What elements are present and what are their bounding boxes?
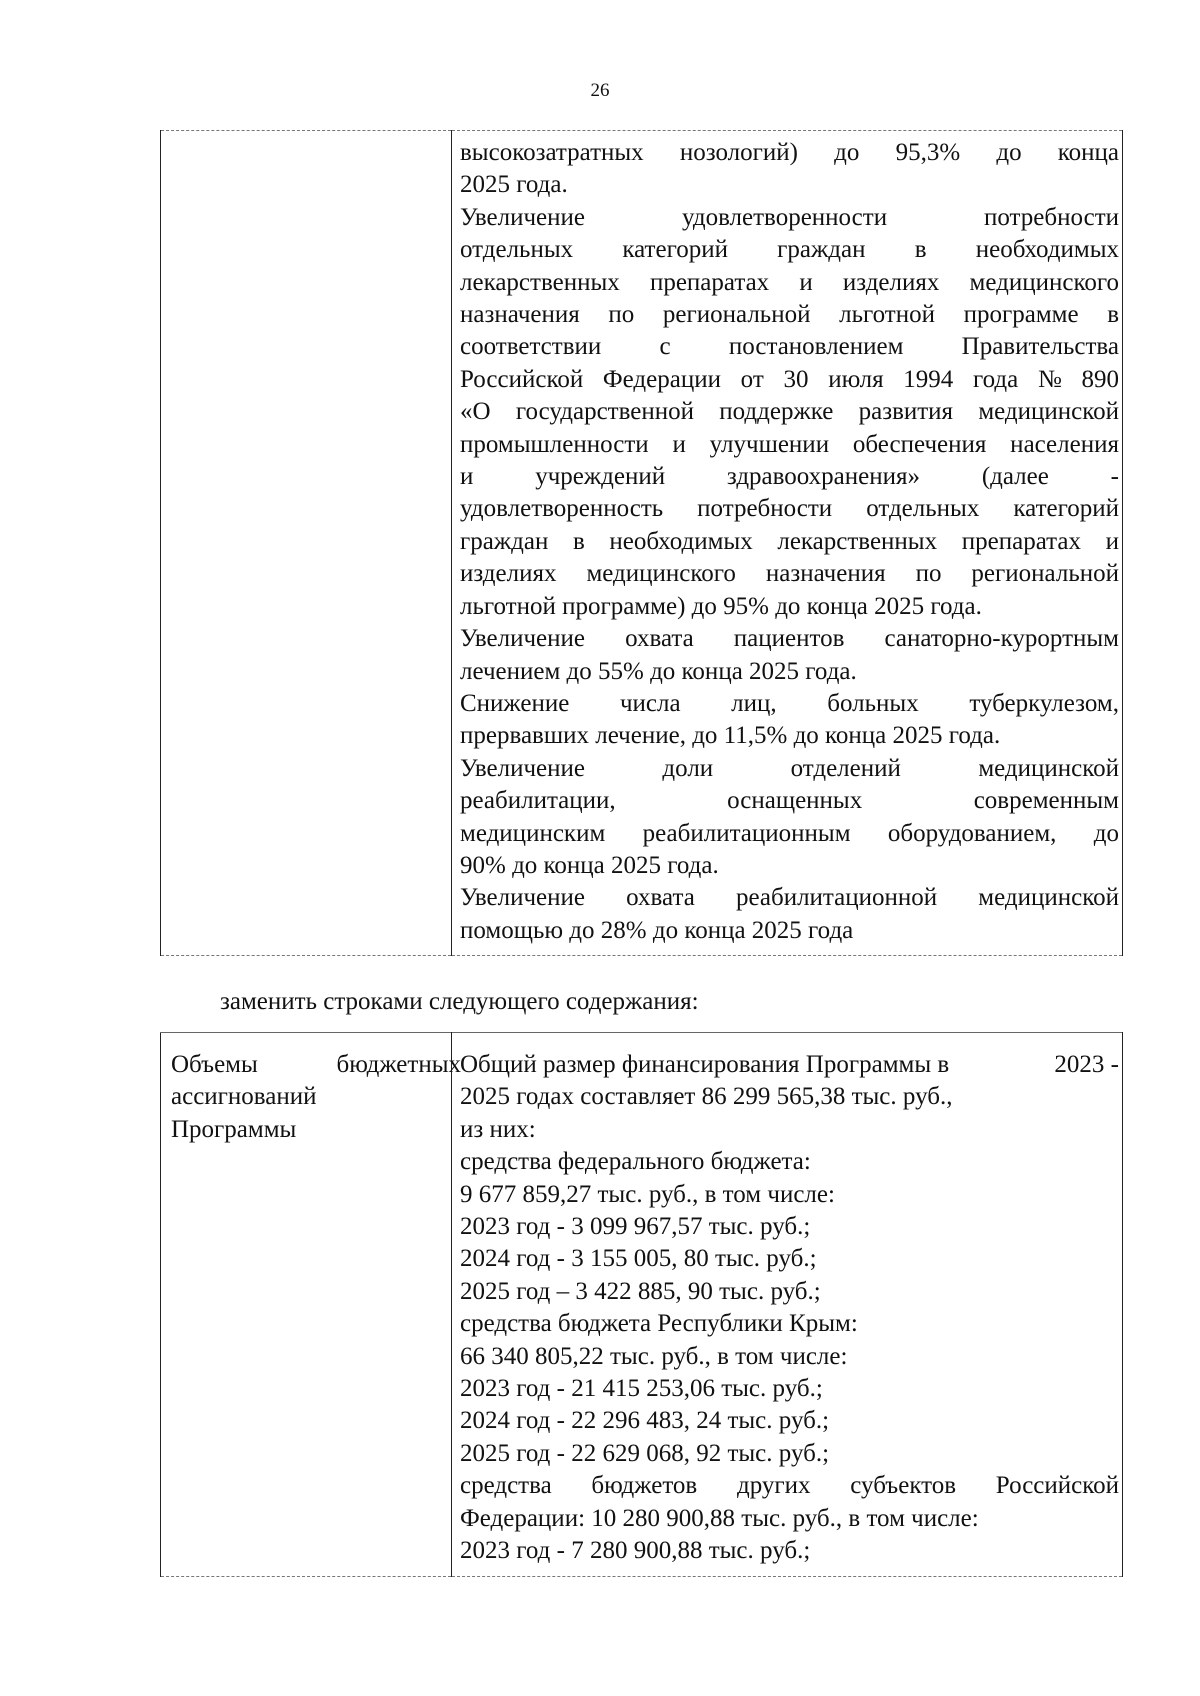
text-line: Снижение числа лиц, больных туберкулезом, (460, 689, 1119, 717)
targets-table-fragment (160, 130, 1123, 956)
target-paragraph (460, 137, 1119, 202)
budget-line: средства бюджета Республики Крым: (460, 1310, 858, 1338)
budget-line: 2025 год - 22 629 068, 92 тыс. руб.; (460, 1439, 830, 1467)
label-line: Объемы бюджетных (171, 1051, 461, 1078)
empty-left-cell (161, 131, 452, 956)
text-line: назначения по региональной льготной программе в (460, 301, 1119, 329)
target-paragraph (460, 688, 1119, 753)
target-paragraph (460, 623, 1119, 688)
target-paragraph (460, 753, 1119, 883)
budget-label (161, 1033, 461, 1154)
budget-line: 2024 год - 22 296 483, 24 тыс. руб.; (460, 1407, 830, 1435)
text-line: изделиях медицинского назначения по региональной (460, 560, 1119, 588)
text-line: 2025 года. (460, 171, 568, 199)
target-paragraph (460, 202, 1119, 623)
budget-line: 2025 годах составляет 86 299 565,38 тыс. руб., (460, 1083, 953, 1111)
budget-tail-lines (460, 1503, 1119, 1568)
text-line: Российской Федерации от 30 июля 1994 года № 890 (460, 365, 1119, 393)
page-number: 26 (590, 80, 610, 101)
text-line: удовлетворенность потребности отдельных категорий (460, 495, 1119, 523)
text-line: промышленности и улучшении обеспечения населения (460, 430, 1119, 458)
text-line: Увеличение охвата реабилитационной медицинской (460, 884, 1119, 912)
financing-total-text: Общий размер финансирования Программы в (460, 1051, 950, 1078)
financing-total-line (460, 1049, 1119, 1081)
text-line: «О государственной поддержке развития медицинской (460, 398, 1119, 426)
text-line: Увеличение охвата пациентов санаторно-курортным (460, 625, 1119, 653)
budget-line: средства федерального бюджета: (460, 1148, 811, 1176)
budget-line: 2024 год - 3 155 005, 80 тыс. руб.; (460, 1245, 817, 1273)
text-line: и учреждений здравоохранения» (далее - (460, 463, 1119, 491)
label-line: Программы (171, 1115, 297, 1143)
budget-line: из них: (460, 1115, 536, 1143)
text-line: лекарственных препаратах и изделиях медицинского (460, 268, 1119, 296)
replace-instruction: заменить строками следующего содержания: (220, 988, 699, 1015)
budget-text (452, 1033, 1122, 1576)
budget-line: 2023 год - 7 280 900,88 тыс. руб.; (460, 1537, 811, 1565)
budget-line: 2025 год – 3 422 885, 90 тыс. руб.; (460, 1277, 821, 1305)
target-paragraph (460, 882, 1119, 947)
budget-line: Федерации: 10 280 900,88 тыс. руб., в том числе: (460, 1504, 979, 1532)
budget-line: 2023 год - 21 415 253,06 тыс. руб.; (460, 1375, 823, 1403)
budget-label-cell (161, 1033, 461, 1577)
financing-year-range: 2023 - (1054, 1051, 1119, 1078)
budget-other-subjects: средства бюджетов других субъектов Российской (460, 1472, 1119, 1500)
text-line: помощью до 28% до конца 2025 года (460, 916, 854, 944)
targets-cell (452, 131, 1123, 956)
text-line: Увеличение удовлетворенности потребности (460, 203, 1119, 231)
label-line: ассигнований (171, 1083, 317, 1111)
text-line: прервавших лечение, до 11,5% до конца 2025 года. (460, 722, 1001, 750)
text-line: граждан в необходимых лекарственных препаратах и (460, 527, 1119, 555)
text-line: Увеличение доли отделений медицинской (460, 754, 1119, 782)
text-line: отдельных категорий граждан в необходимых (460, 236, 1119, 264)
budget-line: 9 677 859,27 тыс. руб., в том числе: (460, 1180, 835, 1208)
budget-line: 66 340 805,22 тыс. руб., в том числе: (460, 1342, 848, 1370)
text-line: льготной программе) до 95% до конца 2025 года. (460, 592, 982, 620)
text-line: лечением до 55% до конца 2025 года. (460, 657, 857, 685)
text-line: медицинским реабилитационным оборудованием, до (460, 819, 1119, 847)
budget-table (160, 1032, 1123, 1577)
text-line: реабилитации, оснащенных современным (460, 787, 1119, 815)
text-line: высокозатратных нозологий) до 95,3% до конца (460, 139, 1119, 166)
budget-line: 2023 год - 3 099 967,57 тыс. руб.; (460, 1213, 811, 1241)
text-line: 90% до конца 2025 года. (460, 851, 719, 879)
budget-values-cell (452, 1033, 1123, 1577)
targets-text (452, 131, 1122, 955)
budget-lines (460, 1081, 1119, 1470)
text-line: соответствии с постановлением Правительства (460, 333, 1119, 361)
